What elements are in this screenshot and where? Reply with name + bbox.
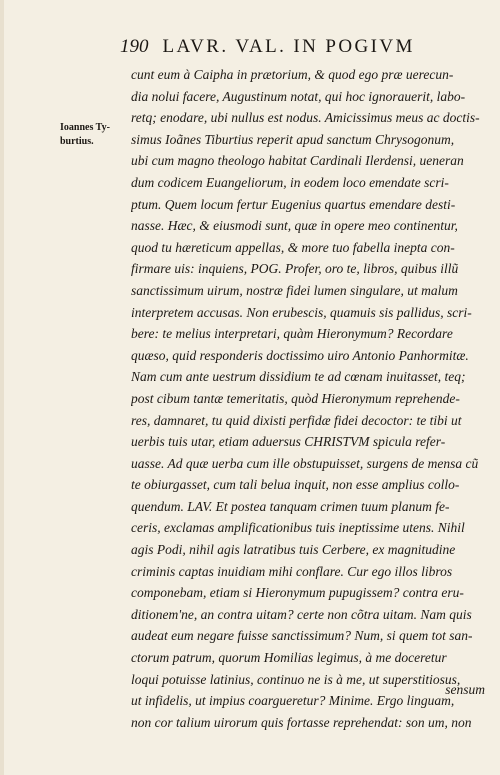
text-line: ut infidelis, ut impius coargueretur? Minime. Ergo linguam, [131,693,455,709]
text-line: non cor talium uirorum quis fortasse reprehendat: son um, non [131,714,472,730]
text-line: bere: te melius interpretari, quàm Hieronymum? Recordare [131,326,453,342]
text-line: ceris, exclamas amplificationibus tuis ineptissime utens. Nihil [131,520,465,536]
text-line: criminis captas inuidiam mihi conflare. Cur ego illos libros [131,563,453,579]
text-line: firmare uis: inquiens, POG. Profer, oro te, libros, quibus illũ [131,261,459,277]
text-line: audeat eum negare fuisse sanctissimum? Num, si quem tot san- [131,628,473,644]
text-line: ditionem'ne, an contra uitam? certe non cõtra uitam. Nam quis [131,606,472,622]
page-header [120,36,490,58]
text-line: cunt eum à Caipha in prætorium, & quod ego præ uerecun- [131,67,454,82]
page-edge [0,0,4,775]
margin-note-line: Ioannes Ty- [60,122,110,133]
margin-note [60,121,122,149]
catchword: sensum [445,682,485,697]
margin-note-line: burtius. [60,136,94,147]
text-line: nasse. Hæc, & eiusmodi sunt, quæ in opere meo continentur, [131,218,458,234]
text-line: te obiurgasset, cum tali belua inquit, non esse amplius collo- [131,477,460,493]
running-title: LAVR. VAL. IN POGIVM [162,36,415,57]
text-line: res, damnaret, tu quid dixisti perfidæ fidei decoctor: te tibi ut [131,412,462,428]
text-line: ctorum patrum, quorum Homilias legimus, à me doceretur [131,650,447,666]
text-line: dia nolui facere, Augustinum notat, qui hoc ignorauerit, labo- [131,88,466,104]
text-line: uerbis tuis utar, etiam aduersus CHRISTVM spicula refer- [131,434,446,450]
text-line: uasse. Ad quæ uerba cum ille obstupuisset, surgens de mensa cũ [131,455,479,471]
text-line: sanctissimum uirum, nostræ fidei lumen singulare, ut malum [131,282,458,298]
text-line: quod tu hæreticum appellas, & more tuo fabella inepta con- [131,239,455,255]
text-line: agis Podi, nihil agis latratibus tuis Cerbere, ex magnitudine [131,542,456,558]
text-line: Nam cum ante uestrum dissidium te ad cœnam inuitasset, teq; [131,369,466,385]
text-line: ubi cum magno theologo habitat Cardinali Ilerdensi, ueneran [131,153,464,169]
body-text [131,64,488,733]
text-line: dum codicem Euangeliorum, in eodem loco emendate scri- [131,174,449,190]
text-line: ptum. Quem locum fertur Eugenius quartus emendare desti- [131,196,456,212]
text-line: retq; enodare, ubi nullus est nodus. Amicissimus meus ac doctis- [131,110,480,126]
text-line: simus Ioãnes Tiburtius reperit apud sanctum Chrysogonum, [131,131,455,147]
text-line: post cibum tantæ temeritatis, quòd Hieronymum reprehende- [131,390,460,406]
page-number: 190 [120,36,149,57]
text-line: loqui potuisse latinius, continuo ne is à me, ut superstitiosus, [131,671,461,687]
text-line: quendum. LAV. Et postea tanquam crimen tuum planum fe- [131,498,450,514]
text-line: componebam, etiam si Hieronymum pupugissem? contra eru- [131,585,464,601]
text-line: interpretem accusas. Non erubescis, quamuis sis pallidus, scri- [131,304,472,320]
text-line: quæso, quid responderis doctissimo uiro Antonio Panhormitæ. [131,347,469,363]
